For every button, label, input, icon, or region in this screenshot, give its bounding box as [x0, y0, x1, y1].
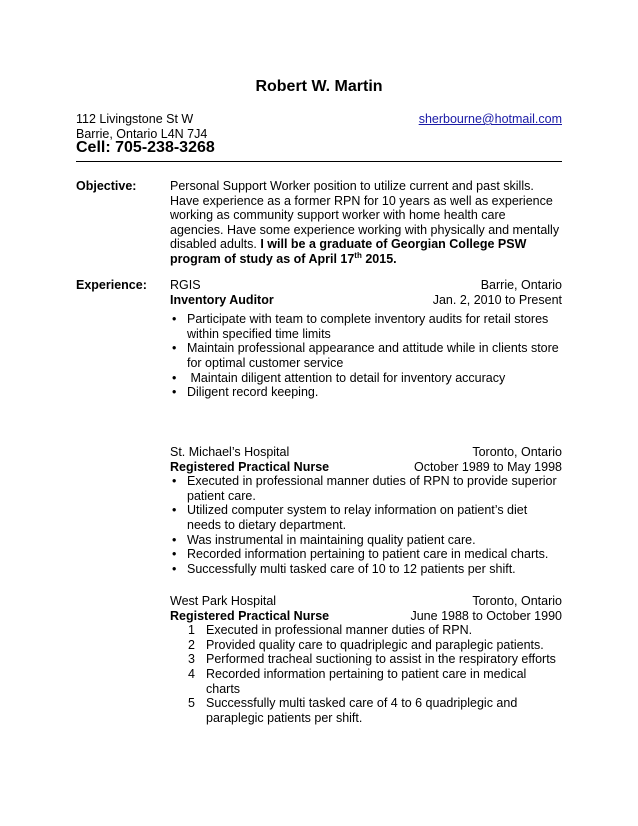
bullet-icon: • — [172, 474, 177, 489]
bullet-text: Participate with team to complete inventory audits for retail stores within specified time limits — [187, 312, 549, 341]
address-line-2: Barrie, Ontario L4N 7J4 — [76, 127, 208, 141]
job-bullets — [170, 312, 562, 400]
objective-label: Objective: — [76, 179, 137, 193]
list-item — [170, 533, 562, 548]
job-title: Inventory Auditor — [170, 292, 274, 307]
job-west-park — [170, 594, 562, 725]
bullet-icon: • — [172, 561, 177, 576]
item-text: Successfully multi tasked care of 4 to 6 quadriplegic and paraplegic patients per shift. — [206, 696, 518, 725]
item-text: Provided quality care to quadriplegic and paraplegic patients. — [206, 637, 544, 652]
item-number: 3 — [188, 652, 195, 667]
job-dates: October 1989 to May 1998 — [413, 459, 562, 474]
job-employer: St. Michael’s Hospital — [170, 445, 290, 459]
item-number: 1 — [188, 623, 195, 638]
job-title-row — [170, 609, 562, 624]
list-item — [170, 667, 562, 696]
job-title: Registered Practical Nurse — [170, 459, 330, 474]
job-employer: RGIS — [170, 278, 201, 292]
bullet-text: Maintain professional appearance and attitude while in clients store for optimal customer service — [187, 341, 559, 370]
bullet-text: Successfully multi tasked care of 10 to 12 patients per shift. — [187, 561, 516, 576]
objective-bold-part-2: 2015. — [361, 251, 397, 266]
list-item — [170, 474, 562, 503]
item-number: 2 — [188, 637, 195, 652]
job-location: Toronto, Ontario — [472, 445, 562, 459]
objective-plain: Personal Support Worker position to utilize current and past skills. Have experience as a former RPN for 10 years as well as experience working as community support worker with home health care agencies. Have some experience working with physically and mentally disabled adults. — [170, 179, 560, 252]
job-st-michaels — [170, 445, 562, 576]
experience-label: Experience: — [76, 278, 147, 292]
item-number: 4 — [188, 666, 195, 681]
job-rgis — [170, 278, 562, 400]
list-item — [170, 312, 562, 341]
bullet-icon: • — [172, 341, 177, 356]
job-employer: West Park Hospital — [170, 594, 277, 608]
bullet-text: Diligent record keeping. — [187, 385, 319, 400]
objective-bold-part-1: I will be a graduate of Georgian College PSW program of study as of April 17 — [170, 237, 527, 266]
job-location: Barrie, Ontario — [480, 278, 562, 292]
item-text: Executed in professional manner duties of RPN. — [206, 623, 473, 638]
item-text: Recorded information pertaining to patient care in medical charts — [206, 666, 527, 696]
list-item — [170, 341, 562, 370]
bullet-text: Recorded information pertaining to patient care in medical charts. — [187, 547, 549, 562]
bullet-icon: • — [172, 312, 177, 327]
item-text: Performed tracheal suctioning to assist in the respiratory efforts — [206, 652, 556, 667]
candidate-name: Robert W. Martin — [255, 78, 383, 95]
list-item — [170, 547, 562, 562]
objective-bold-sup: th — [354, 250, 362, 260]
list-item — [170, 385, 562, 400]
item-number: 5 — [188, 696, 195, 711]
bullet-text: Was instrumental in maintaining quality patient care. — [187, 532, 476, 547]
job-title-row — [170, 460, 562, 475]
job-header-row — [170, 594, 562, 609]
bullet-icon: • — [172, 370, 177, 385]
job-header-row — [170, 445, 562, 460]
header-divider — [76, 161, 562, 162]
list-item — [170, 623, 562, 638]
list-item — [170, 371, 562, 386]
job-title-row — [170, 293, 562, 308]
list-item — [170, 638, 562, 653]
bullet-icon: • — [172, 547, 177, 562]
bullet-icon: • — [172, 385, 177, 400]
list-item — [170, 652, 562, 667]
job-title: Registered Practical Nurse — [170, 608, 330, 623]
list-item — [170, 503, 562, 532]
job-location: Toronto, Ontario — [472, 594, 562, 608]
email-link[interactable]: sherbourne@hotmail.com — [418, 112, 562, 126]
bullet-text: Utilized computer system to relay information on patient’s diet needs to dietary department. — [187, 503, 528, 532]
job-numbered-list — [170, 623, 562, 725]
bullet-text: Executed in professional manner duties of RPN to provide superior patient care. — [187, 474, 557, 503]
job-bullets — [170, 474, 562, 576]
job-header-row — [170, 278, 562, 293]
objective-text — [170, 179, 562, 267]
job-dates: June 1988 to October 1990 — [410, 608, 562, 623]
address-line-1: 112 Livingstone St W — [76, 112, 194, 126]
bullet-icon: • — [172, 503, 177, 518]
cell-phone: Cell: 705-238-3268 — [76, 139, 215, 156]
job-dates: Jan. 2, 2010 to Present — [432, 292, 562, 307]
bullet-text: Maintain diligent attention to detail for inventory accuracy — [187, 370, 506, 385]
list-item — [170, 696, 562, 725]
list-item — [170, 562, 562, 577]
bullet-icon: • — [172, 532, 177, 547]
